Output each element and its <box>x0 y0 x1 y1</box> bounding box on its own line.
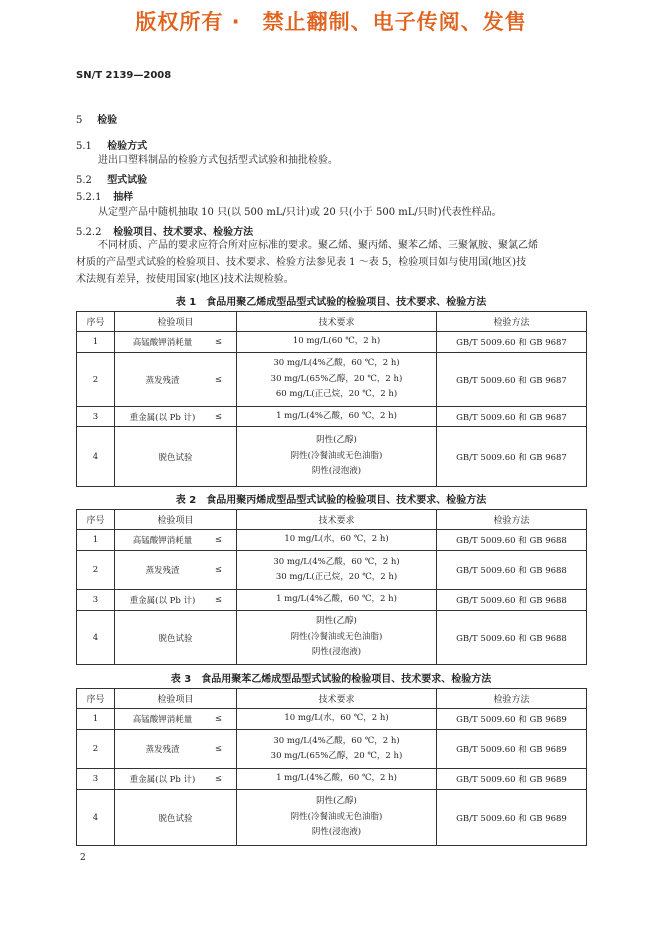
section-number: 5.2.1 <box>76 192 102 203</box>
table-row <box>77 332 587 353</box>
requirement-line: 30 mg/L(4%乙酸，60 ℃，2 h) <box>273 735 400 746</box>
less-equal-symbol: ≤ <box>214 374 222 385</box>
section-number: 5 <box>76 115 83 126</box>
cell-method: GB/T 5009.60 和 GB 9687 <box>437 427 587 487</box>
header-seq: 序号 <box>77 312 115 332</box>
item-label: 高锰酸钾消耗量 <box>132 536 193 546</box>
cell-item <box>115 709 237 730</box>
requirement-line: 1 mg/L(4%乙酸，60 ℃，2 h) <box>276 773 397 784</box>
page-number: 2 <box>80 853 86 863</box>
requirement-line: 阴性(冷餐油或无色油脂) <box>290 631 383 642</box>
table-row <box>77 590 587 611</box>
table-row <box>77 353 587 407</box>
cell-requirement <box>237 332 437 353</box>
less-equal-symbol: ≤ <box>214 714 222 724</box>
cell-item <box>115 730 237 769</box>
requirement-line: 30 mg/L(65%乙醇，20 ℃，2 h) <box>270 751 403 761</box>
cell-method: GB/T 5009.60 和 GB 9689 <box>437 769 587 790</box>
table-2-caption: 表 2 食品用聚丙烯成型品型式试验的检验项目、技术要求、检验方法 <box>175 495 487 506</box>
cell-requirement <box>237 427 437 487</box>
table-row <box>77 790 587 846</box>
section-5-2-2-heading <box>76 223 253 238</box>
requirement-line: 30 mg/L(正己烷，20 ℃，2 h) <box>275 572 398 582</box>
table-header-row <box>77 510 587 530</box>
section-title: 检验方式 <box>107 141 148 152</box>
cell-method: GB/T 5009.60 和 GB 9688 <box>437 530 587 551</box>
header-method: 检验方法 <box>437 510 587 530</box>
requirement-line: 30 mg/L(4%乙酸，60 ℃，2 h) <box>273 358 400 369</box>
header-req: 技术要求 <box>237 510 437 530</box>
header-method: 检验方法 <box>437 312 587 332</box>
cell-requirement <box>237 530 437 551</box>
item-label: 重金属(以 Pb 计) <box>129 596 196 606</box>
table-3 <box>76 688 587 846</box>
paragraph-line: 术法规有差异，按使用国家(地区)技术法规检验。 <box>76 274 294 285</box>
section-5-1-text <box>76 152 588 169</box>
copyright-watermark: 版权所有 · 禁止翻制、电子传阅、发售 <box>135 10 527 34</box>
cell-seq: 3 <box>77 769 115 790</box>
header-seq: 序号 <box>77 510 115 530</box>
cell-requirement <box>237 551 437 590</box>
header-seq: 序号 <box>77 689 115 709</box>
requirement-line: 阴性(浸泡液) <box>311 647 362 658</box>
table-row <box>77 730 587 769</box>
paragraph-text: 从定型产品中随机抽取 10 只(以 500 mL/只计)或 20 只(小于 500 mL/只时)代表性样品。 <box>98 207 502 218</box>
cell-requirement <box>237 590 437 611</box>
section-title: 抽样 <box>113 192 134 203</box>
cell-seq: 1 <box>77 709 115 730</box>
item-label: 高锰酸钾消耗量 <box>132 715 193 725</box>
cell-item <box>115 332 237 353</box>
requirement-line: 10 mg/L(水，60 ℃，2 h) <box>284 713 389 724</box>
table-row <box>77 709 587 730</box>
cell-seq: 3 <box>77 407 115 427</box>
section-number: 5.2 <box>76 175 92 186</box>
requirement-line: 阴性(冷餐油或无色油脂) <box>290 450 383 461</box>
requirement-line: 1 mg/L(4%乙酸，60 ℃，2 h) <box>276 594 397 605</box>
cell-seq: 4 <box>77 790 115 846</box>
cell-requirement <box>237 769 437 790</box>
table-row <box>77 407 587 427</box>
requirement-line: 阴性(浸泡液) <box>311 466 362 477</box>
cell-method: GB/T 5009.60 和 GB 9689 <box>437 709 587 730</box>
header-item: 检验项目 <box>115 312 237 332</box>
requirement-line: 阴性(冷餐油或无色油脂) <box>290 811 383 822</box>
cell-requirement <box>237 709 437 730</box>
section-title: 检验 <box>97 115 118 126</box>
less-equal-symbol: ≤ <box>214 595 222 605</box>
item-label: 脱色试验 <box>158 633 193 644</box>
less-equal-symbol: ≤ <box>214 565 222 575</box>
section-5-heading <box>76 111 117 126</box>
cell-seq: 2 <box>77 730 115 769</box>
cell-method: GB/T 5009.60 和 GB 9689 <box>437 790 587 846</box>
cell-seq: 1 <box>77 332 115 353</box>
table-1-caption: 表 1 食品用聚乙烯成型品型式试验的检验项目、技术要求、检验方法 <box>175 297 487 308</box>
less-equal-symbol: ≤ <box>214 411 222 422</box>
requirement-line: 阴性(乙醇) <box>316 796 357 807</box>
item-label: 蒸发残渣 <box>145 375 180 386</box>
cell-seq: 1 <box>77 530 115 551</box>
cell-method: GB/T 5009.60 和 GB 9689 <box>437 730 587 769</box>
cell-item <box>115 530 237 551</box>
cell-seq: 3 <box>77 590 115 611</box>
paragraph-line: 材质的产品型式试验的检验项目、技术要求、检验方法参见表 1 ～表 5，检验项目如与使用国(地区)技 <box>76 257 527 268</box>
table-row <box>77 427 587 487</box>
cell-method: GB/T 5009.60 和 GB 9688 <box>437 590 587 611</box>
table-header-row <box>77 689 587 709</box>
cell-item <box>115 353 237 407</box>
requirement-line: 10 mg/L(60 ℃，2 h) <box>292 336 381 347</box>
table-row <box>77 769 587 790</box>
table-1 <box>76 311 587 487</box>
paragraph-text: 进出口塑料制品的检验方式包括型式试验和抽批检验。 <box>98 155 338 166</box>
cell-requirement <box>237 790 437 846</box>
section-title: 检验项目、技术要求、检验方法 <box>113 227 254 238</box>
cell-method: GB/T 5009.60 和 GB 9688 <box>437 551 587 590</box>
table-row <box>77 530 587 551</box>
section-5-2-heading <box>76 171 147 186</box>
section-5-2-1-text <box>76 204 588 221</box>
cell-requirement <box>237 730 437 769</box>
section-title: 型式试验 <box>107 175 148 186</box>
cell-item <box>115 551 237 590</box>
cell-method: GB/T 5009.60 和 GB 9688 <box>437 611 587 665</box>
section-number: 5.2.2 <box>76 227 102 238</box>
requirement-line: 1 mg/L(4%乙酸，60 ℃，2 h) <box>276 410 397 421</box>
cell-seq: 4 <box>77 611 115 665</box>
less-equal-symbol: ≤ <box>214 744 222 754</box>
requirement-line: 30 mg/L(4%乙酸，60 ℃，2 h) <box>273 556 400 567</box>
table-3-caption: 表 3 食品用聚苯乙烯成型品型式试验的检验项目、技术要求、检验方法 <box>170 674 492 685</box>
requirement-line: 阴性(浸泡液) <box>311 827 362 838</box>
less-equal-symbol: ≤ <box>214 337 222 347</box>
item-label: 脱色试验 <box>158 452 193 463</box>
cell-requirement <box>237 353 437 407</box>
cell-method: GB/T 5009.60 和 GB 9687 <box>437 407 587 427</box>
cell-method: GB/T 5009.60 和 GB 9687 <box>437 332 587 353</box>
section-5-2-1-heading <box>76 188 133 203</box>
cell-seq: 2 <box>77 551 115 590</box>
header-item: 检验项目 <box>115 689 237 709</box>
item-label: 高锰酸钾消耗量 <box>132 338 193 348</box>
section-5-2-2-text <box>76 237 588 288</box>
cell-requirement <box>237 611 437 665</box>
less-equal-symbol: ≤ <box>214 535 222 545</box>
cell-item <box>115 611 237 665</box>
cell-item <box>115 427 237 487</box>
section-5-1-heading <box>76 137 147 152</box>
requirement-line: 60 mg/L(正己烷，20 ℃，2 h) <box>275 389 398 400</box>
table-row <box>77 611 587 665</box>
paragraph-line: 不同材质、产品的要求应符合所对应标准的要求。聚乙烯、聚丙烯、聚苯乙烯、三聚氰胺、聚氯乙烯 <box>98 240 538 251</box>
header-req: 技术要求 <box>237 312 437 332</box>
cell-item <box>115 590 237 611</box>
cell-item <box>115 790 237 846</box>
cell-seq: 4 <box>77 427 115 487</box>
requirement-line: 阴性(乙醇) <box>316 435 357 446</box>
header-item: 检验项目 <box>115 510 237 530</box>
requirement-line: 阴性(乙醇) <box>316 616 357 627</box>
cell-method: GB/T 5009.60 和 GB 9687 <box>437 353 587 407</box>
item-label: 蒸发残渣 <box>145 745 180 755</box>
table-header-row <box>77 312 587 332</box>
section-number: 5.1 <box>76 141 92 152</box>
less-equal-symbol: ≤ <box>214 774 222 784</box>
item-label: 重金属(以 Pb 计) <box>129 412 196 423</box>
header-req: 技术要求 <box>237 689 437 709</box>
item-label: 脱色试验 <box>158 813 193 824</box>
standard-number: SN/T 2139—2008 <box>76 70 172 81</box>
cell-item <box>115 407 237 427</box>
requirement-line: 30 mg/L(65%乙醇，20 ℃，2 h) <box>270 373 403 384</box>
table-row <box>77 551 587 590</box>
item-label: 蒸发残渣 <box>145 566 180 576</box>
item-label: 重金属(以 Pb 计) <box>129 775 196 785</box>
table-2 <box>76 509 587 665</box>
header-method: 检验方法 <box>437 689 587 709</box>
cell-item <box>115 769 237 790</box>
cell-seq: 2 <box>77 353 115 407</box>
requirement-line: 10 mg/L(水，60 ℃，2 h) <box>284 534 389 545</box>
cell-requirement <box>237 407 437 427</box>
